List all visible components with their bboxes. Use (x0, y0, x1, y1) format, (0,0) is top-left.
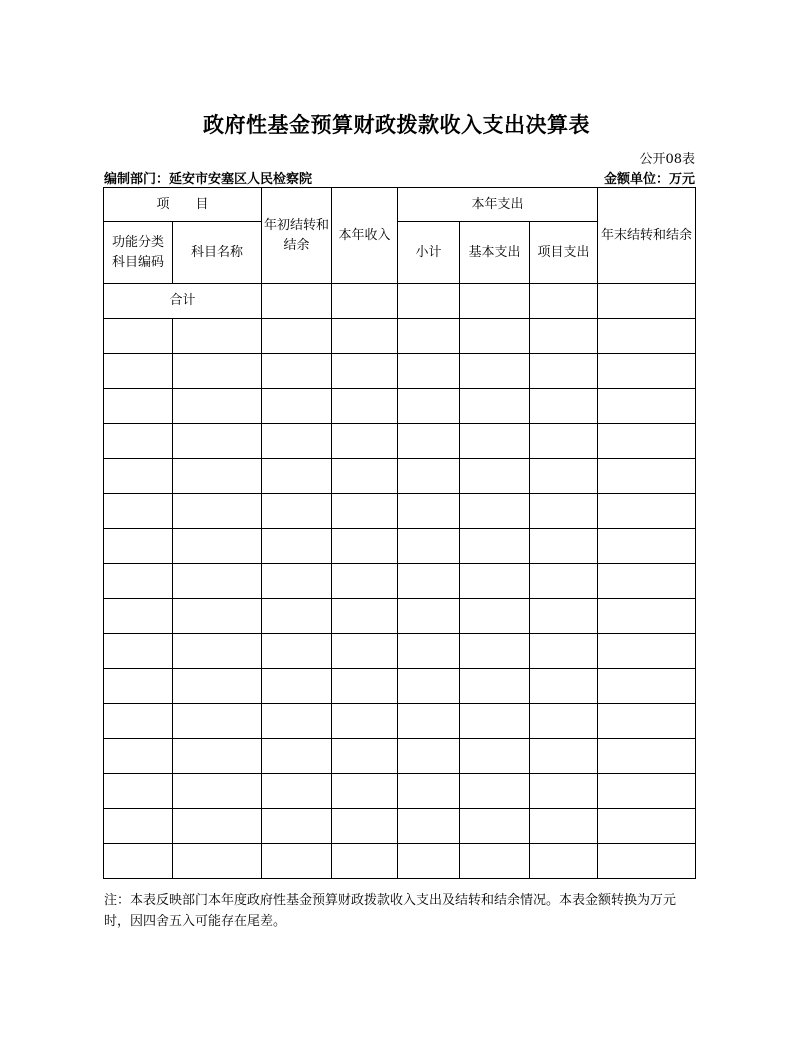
table-cell (530, 564, 598, 599)
table-cell (262, 389, 332, 424)
table-cell (332, 704, 398, 739)
table-cell (104, 634, 173, 669)
table-cell (460, 424, 530, 459)
table-row (104, 844, 696, 879)
table-row (104, 494, 696, 529)
table-cell (598, 599, 696, 634)
table-cell (332, 634, 398, 669)
table-cell (398, 459, 460, 494)
table-cell (530, 424, 598, 459)
page-title: 政府性基金预算财政拨款收入支出决算表 (203, 112, 590, 137)
table-cell (262, 459, 332, 494)
table-cell (530, 284, 598, 319)
table-cell (530, 634, 598, 669)
table-cell (530, 389, 598, 424)
table-cell (398, 319, 460, 354)
table-cell (398, 844, 460, 879)
unit-label: 金额单位：万元 (603, 172, 695, 187)
table-cell (173, 424, 262, 459)
total-row (104, 284, 696, 319)
table-cell (104, 599, 173, 634)
table-cell (104, 844, 173, 879)
table-cell (104, 354, 173, 389)
table-cell (530, 599, 598, 634)
table-cell (598, 739, 696, 774)
table-cell (598, 564, 696, 599)
table-cell (262, 774, 332, 809)
table-cell (332, 774, 398, 809)
table-cell (332, 739, 398, 774)
table-cell (332, 599, 398, 634)
table-cell (460, 704, 530, 739)
table-cell (173, 739, 262, 774)
table-cell (598, 354, 696, 389)
table-cell (332, 529, 398, 564)
table-cell (173, 599, 262, 634)
table-cell (398, 564, 460, 599)
table-cell (530, 704, 598, 739)
table-cell (262, 704, 332, 739)
table-cell (262, 739, 332, 774)
header-subject-name: 科目名称 (173, 222, 262, 284)
table-cell (598, 284, 696, 319)
table-cell (262, 319, 332, 354)
budget-table (103, 187, 696, 879)
table-cell (173, 494, 262, 529)
table-cell (530, 459, 598, 494)
table-cell (332, 284, 398, 319)
table-cell (398, 739, 460, 774)
table-cell (398, 529, 460, 564)
header-project: 项目支出 (530, 222, 598, 284)
table-cell (598, 389, 696, 424)
table-row (104, 669, 696, 704)
table-cell (104, 459, 173, 494)
table-cell (460, 739, 530, 774)
table-cell (262, 529, 332, 564)
table-cell (104, 704, 173, 739)
table-cell (332, 809, 398, 844)
table-row (104, 739, 696, 774)
table-cell (173, 459, 262, 494)
table-cell (262, 494, 332, 529)
table-cell (398, 389, 460, 424)
table-cell (104, 319, 173, 354)
table-row (104, 319, 696, 354)
table-cell (173, 529, 262, 564)
table-cell (262, 634, 332, 669)
table-row (104, 529, 696, 564)
table-row (104, 354, 696, 389)
table-cell (398, 774, 460, 809)
table-cell (262, 809, 332, 844)
table-cell (530, 669, 598, 704)
table-cell (530, 774, 598, 809)
table-cell (530, 844, 598, 879)
table-row (104, 704, 696, 739)
table-cell (262, 669, 332, 704)
table-cell (173, 704, 262, 739)
table-row (104, 564, 696, 599)
table-cell (262, 844, 332, 879)
table-cell (332, 494, 398, 529)
header-income: 本年收入 (332, 188, 398, 284)
table-cell (460, 599, 530, 634)
table-cell (173, 389, 262, 424)
table-cell (173, 354, 262, 389)
table-cell (460, 319, 530, 354)
table-cell (398, 669, 460, 704)
table-row (104, 634, 696, 669)
table-cell (104, 669, 173, 704)
table-cell (173, 669, 262, 704)
header-subtotal: 小计 (398, 222, 460, 284)
table-cell (262, 599, 332, 634)
table-cell (262, 284, 332, 319)
table-cell (530, 529, 598, 564)
table-cell (598, 809, 696, 844)
table-cell (460, 809, 530, 844)
table-cell (104, 389, 173, 424)
table-cell (460, 634, 530, 669)
table-row (104, 389, 696, 424)
table-cell (104, 739, 173, 774)
table-cell (173, 634, 262, 669)
table-cell (598, 319, 696, 354)
table-cell (460, 774, 530, 809)
table-cell (460, 494, 530, 529)
table-cell (598, 669, 696, 704)
table-cell (530, 739, 598, 774)
table-cell (398, 599, 460, 634)
header-end-balance: 年末结转和结余 (598, 188, 696, 284)
table-cell (332, 319, 398, 354)
form-number: 公开08表 (639, 152, 695, 167)
department-label: 编制部门：延安市安塞区人民检察院 (104, 172, 313, 187)
table-cell (104, 424, 173, 459)
table-cell (598, 704, 696, 739)
table-row (104, 424, 696, 459)
table-cell (398, 634, 460, 669)
table-cell (398, 284, 460, 319)
table-cell (332, 459, 398, 494)
header-begin-balance: 年初结转和结余 (262, 188, 332, 284)
table-cell (598, 634, 696, 669)
table-cell (598, 844, 696, 879)
table-row (104, 809, 696, 844)
table-cell (173, 844, 262, 879)
table-cell (530, 354, 598, 389)
table-cell (332, 354, 398, 389)
header-func-code: 功能分类科目编码 (104, 222, 173, 284)
table-cell (104, 529, 173, 564)
table-cell (460, 844, 530, 879)
table-cell (460, 284, 530, 319)
table-cell (398, 494, 460, 529)
table-cell (398, 704, 460, 739)
header-expense: 本年支出 (398, 188, 598, 222)
table-cell (262, 564, 332, 599)
table-cell (598, 529, 696, 564)
table-cell (530, 494, 598, 529)
table-cell (460, 389, 530, 424)
header-item: 项 目 (104, 188, 262, 222)
table-cell (530, 319, 598, 354)
table-cell (262, 354, 332, 389)
table-cell (173, 774, 262, 809)
table-cell (104, 774, 173, 809)
table-cell (398, 809, 460, 844)
table-row (104, 459, 696, 494)
table-cell (104, 494, 173, 529)
table-cell (332, 669, 398, 704)
table-cell (598, 459, 696, 494)
table-cell (173, 564, 262, 599)
table-cell (598, 774, 696, 809)
total-label: 合计 (104, 284, 262, 319)
table-cell (332, 424, 398, 459)
table-cell (598, 494, 696, 529)
table-cell (460, 669, 530, 704)
footnote: 注：本表反映部门本年度政府性基金预算财政拨款收入支出及结转和结余情况。本表金额转换为万元时，因四舍五入可能存在尾差。 (104, 893, 677, 929)
table-cell (104, 564, 173, 599)
table-row (104, 599, 696, 634)
table-cell (332, 564, 398, 599)
table-cell (332, 389, 398, 424)
table-cell (460, 529, 530, 564)
table-cell (173, 319, 262, 354)
table-cell (398, 424, 460, 459)
table-cell (398, 354, 460, 389)
table-cell (460, 564, 530, 599)
table-cell (173, 809, 262, 844)
table-cell (332, 844, 398, 879)
table-cell (598, 424, 696, 459)
header-basic: 基本支出 (460, 222, 530, 284)
table-cell (460, 459, 530, 494)
table-cell (530, 809, 598, 844)
table-row (104, 774, 696, 809)
table-cell (460, 354, 530, 389)
table-cell (104, 809, 173, 844)
table-cell (262, 424, 332, 459)
